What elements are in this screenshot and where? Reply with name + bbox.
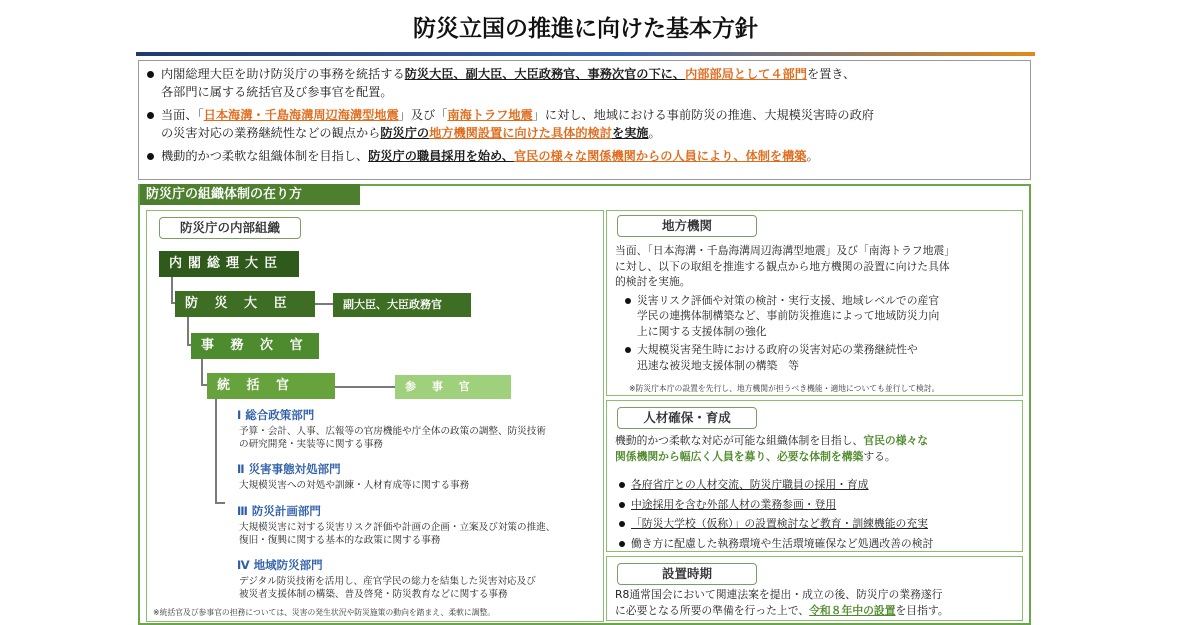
bullet-dot-icon [619,541,625,547]
hr-panel [606,400,1023,552]
regional-office-label: 地方機関 [617,215,757,237]
connector-line [335,386,395,388]
hr-item: 「防災大学校（仮称）」の設置検討など教育・訓練機能の充実 [615,516,1019,532]
section-4-text: デジタル防災技術を活用し、産官学民の総力を結集した災害対応及び 被災者支援体制の構築、普及啓発・防災教育などに関する事務 [239,576,536,600]
regional-office-panel [606,210,1023,396]
hr-label: 人材確保・育成 [617,407,757,429]
internal-org-note: ※統括官及び参事官の担務については、災害の発生状況や防災施策の動向を踏まえ、柔軟に調整。 [153,608,496,617]
pm-box: 内閣総理大臣 [159,251,299,277]
section-3-title: Ⅲ 防災計画部門 [237,504,321,518]
connector-line [201,359,203,385]
minister-box: 防 災 大 臣 [175,291,315,317]
counselor-box: 参 事 官 [395,375,511,399]
section-1-title: Ⅰ 総合政策部門 [237,408,315,422]
connector-line [215,502,225,504]
connector-line [171,277,173,303]
section-2-text: 大規模災害への対処や訓練・人材育成等に関する事務 [239,480,470,491]
vice-minister-box: 副大臣、大臣政務官 [333,293,471,317]
title-underline [136,52,1035,56]
policy-bullet-1: 内閣総理大臣を助け防災庁の事務を統括する防災大臣、副大臣、大臣政務官、事務次官の下に、内部部局として４部門を置き、 各部門に属する統括官及び参事官を配置。 [145,65,1020,101]
policy-bullet-3: 機動的かつ柔軟な組織体制を目指し、防災庁の職員採用を始め、官民の様々な関係機関からの人員により、体制を構築。 [145,147,1020,165]
policy-summary-box [138,60,1031,180]
section-1-text: 予算・会計、人事、広報等の官房機能や庁全体の政策の調整、防災技術 の研究開発・実装等に関する事務 [239,426,546,450]
bullet-dot-icon [147,112,154,119]
internal-org-panel [146,210,604,622]
director-general-box: 統 括 官 [207,373,335,399]
timing-text: R8通常国会において関連法案を提出・成立の後、防災庁の業務遂行 に必要となる所要の準備を行った上で、令和８年中の設置を目指す。 [615,588,949,617]
connector-line [187,317,189,345]
section-4-title: Ⅳ 地域防災部門 [237,558,323,572]
regional-bullet-2: 大規模災害発生時における政府の災害対応の業務継続性や 迅速な被災地支援体制の構築 等 [615,342,1015,373]
hr-list [615,477,1019,555]
section-3-text: 大規模災害に対する災害リスク評価や計画の企画・立案及び対策の推進、 復旧・復興に関する基本的な政策に関する事務 [239,522,556,546]
bullet-dot-icon [619,502,625,508]
bullet-dot-icon [619,521,625,527]
regional-office-note: ※防災庁本庁の設置を先行し、地方機関が担うべき機能・適地についても並行して検討。 [629,384,940,393]
timing-label: 設置時期 [617,563,757,585]
connector-line [215,399,217,503]
hr-item: 各府省庁との人材交流、防災庁職員の採用・育成 [615,477,1019,493]
timing-panel [606,556,1023,621]
regional-office-text: 当面、「日本海溝・千島海溝周辺海溝型地震」及び「南海トラフ地震」 に対し、以下の取組を推進する観点から地方機関の設置に向けた具体 的検討を実施。 災害リスク評価や対策の検討・実行支援、地域レベルでの産官 学民の連携体制構築など、事前防災推進によって地域防災力向 上に関する支援体制の強化 大規模災害発生時における政府の災害対応の業務継続性や 迅速な被災地支援体制の構築 等 [615,243,1015,373]
section-2-title: Ⅱ 災害事態対処部門 [237,462,341,476]
bullet-dot-icon [147,71,154,78]
hr-intro: 機動的かつ柔軟な対応が可能な組織体制を目指し、官民の様々な 関係機関から幅広く人員を募り、必要な体制を構築する。 [615,434,929,463]
internal-org-label: 防災庁の内部組織 [159,217,301,239]
regional-bullet-1: 災害リスク評価や対策の検討・実行支援、地域レベルでの産官 学民の連携体制構築など、事前防災推進によって地域防災力向 上に関する支援体制の強化 [615,293,1015,340]
page-title: 防災立国の推進に向けた基本方針 [413,16,758,42]
bullet-dot-icon [619,482,625,488]
hr-item: 中途採用を含む外部人材の業務参画・登用 [615,497,1019,513]
org-structure-header: 防災庁の組織体制の在り方 [140,184,360,205]
bullet-dot-icon [147,153,154,160]
policy-bullet-2: 当面、「日本海溝・千島海溝周辺海溝型地震」及び「南海トラフ地震」に対し、地域における事前防災の推進、大規模災害時の政府 の災害対応の業務継続性などの観点から防災庁の地方機関設置に向けた具体的検討を実施。 [145,106,1020,142]
hr-item: 働き方に配慮した執務環境や生活環境確保など処遇改善の検討 [615,536,1019,552]
connector-line [315,303,333,305]
bullet-dot-icon [625,298,631,304]
administrative-vice-box: 事 務 次 官 [191,333,319,359]
bullet-dot-icon [625,347,631,353]
slide [136,6,1035,625]
